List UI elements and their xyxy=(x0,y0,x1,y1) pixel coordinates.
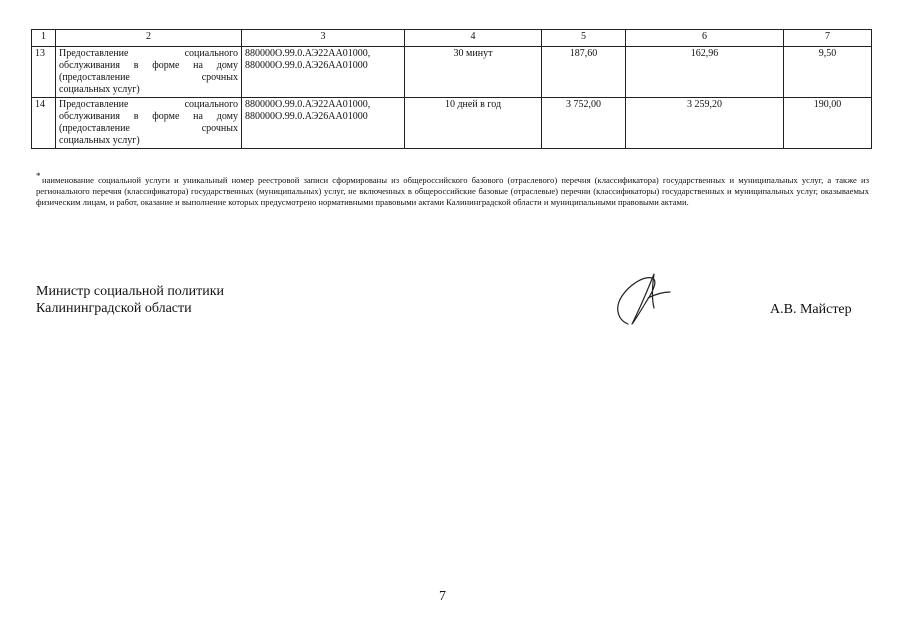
header-cell: 3 xyxy=(242,30,405,47)
registry-code: 880000О.99.0.АЭ26АА01000 xyxy=(245,111,368,122)
service-name xyxy=(56,47,242,98)
value-cell: 190,00 xyxy=(784,98,872,149)
header-cell: 6 xyxy=(626,30,784,47)
table-row xyxy=(32,47,872,98)
footnote xyxy=(36,171,869,208)
handwritten-signature xyxy=(608,268,678,330)
service-name-line: Предоставление социального xyxy=(59,99,238,110)
unit-cell: 10 дней в год xyxy=(405,98,542,149)
service-name xyxy=(56,98,242,149)
header-cell: 5 xyxy=(542,30,626,47)
header-cell: 4 xyxy=(405,30,542,47)
value-cell: 162,96 xyxy=(626,47,784,98)
registry-codes xyxy=(242,98,405,149)
value-cell: 187,60 xyxy=(542,47,626,98)
header-cell: 1 xyxy=(32,30,56,47)
footnote-text: наименование социальной услуги и уникальный номер реестровой записи сформированы из общероссийского базового (отраслевого) перечня (классификатора) государственных и муниципальных услуг, а также из регионального перечня (классификатора) государственных (муниципальных) услуг, не включенных в общероссийские базовые (отраслевые) перечни (классификаторы) государственных и муниципальных услуг, оказываемых физическим лицам, и работ, оказание и выполнение которых предусмотрено нормативными правовыми актами Калининградской области и муниципальными правовыми актами. xyxy=(36,175,869,207)
service-name-line: (предоставление срочных xyxy=(59,123,238,134)
header-cell: 7 xyxy=(784,30,872,47)
registry-code: 880000О.99.0.АЭ26АА01000 xyxy=(245,60,368,71)
service-name-line: социальных услуг) xyxy=(59,84,140,95)
value-cell: 9,50 xyxy=(784,47,872,98)
service-name-line: социальных услуг) xyxy=(59,135,140,146)
service-name-line: (предоставление срочных xyxy=(59,72,238,83)
position-line: Министр социальной политики xyxy=(36,284,225,299)
value-cell: 3 259,20 xyxy=(626,98,784,149)
page-number: 7 xyxy=(439,589,446,604)
footnote-marker: * xyxy=(36,171,41,181)
service-name-line: обслуживания в форме на дому xyxy=(59,60,238,71)
position-line: Калининградской области xyxy=(36,301,192,316)
signatory-position xyxy=(36,283,224,317)
service-name-line: Предоставление социального xyxy=(59,48,238,59)
row-number: 14 xyxy=(32,98,56,149)
service-name-line: обслуживания в форме на дому xyxy=(59,111,238,122)
table-header-row xyxy=(32,30,872,47)
registry-codes xyxy=(242,47,405,98)
header-cell: 2 xyxy=(56,30,242,47)
registry-code: 880000О.99.0.АЭ22АА01000, xyxy=(245,99,371,110)
value-cell: 3 752,00 xyxy=(542,98,626,149)
row-number: 13 xyxy=(32,47,56,98)
signatory-name: А.В. Майстер xyxy=(770,302,852,317)
table-row xyxy=(32,98,872,149)
registry-code: 880000О.99.0.АЭ22АА01000, xyxy=(245,48,371,59)
services-table xyxy=(31,29,872,149)
unit-cell: 30 минут xyxy=(405,47,542,98)
